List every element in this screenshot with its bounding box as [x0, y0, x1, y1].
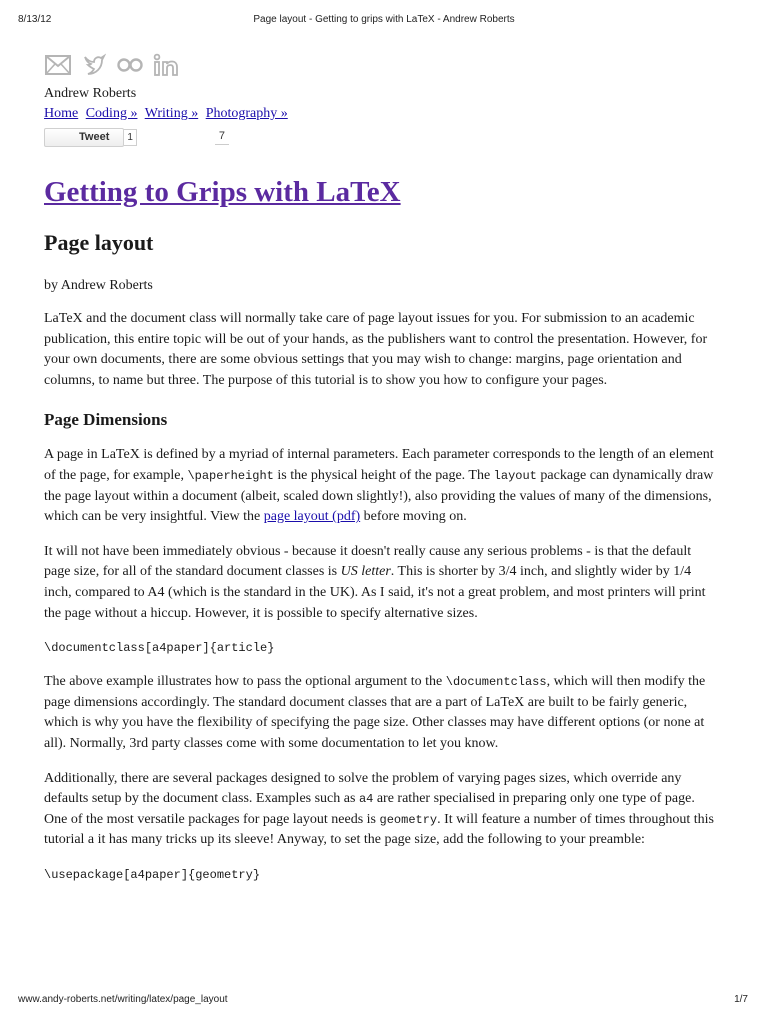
nav-photography-link[interactable]: Photography » [205, 106, 288, 121]
inline-code: \paperheight [187, 468, 274, 483]
page-subtitle: Page layout [44, 230, 154, 255]
paragraph-packages [44, 769, 720, 851]
text-run: The above example illustrates how to pass the optional argument to the [44, 674, 446, 690]
print-footer [0, 994, 768, 1010]
nav-writing-link[interactable]: Writing » [144, 106, 199, 121]
breadcrumb-nav [44, 105, 720, 123]
code-example-documentclass: \documentclass[a4paper]{article} [44, 641, 275, 656]
print-page-number: 1/7 [734, 994, 748, 1005]
page-layout-pdf-link[interactable]: page layout (pdf) [263, 509, 361, 525]
like-count: 7 [215, 130, 229, 145]
site-author: Andrew Roberts [44, 86, 137, 101]
nav-coding-link[interactable]: Coding » [85, 106, 138, 121]
code-example-geometry: \usepackage[a4paper]{geometry} [44, 867, 261, 882]
page-content [44, 48, 720, 885]
inline-code: \documentclass [445, 675, 547, 690]
nav-home-link[interactable]: Home [44, 106, 79, 121]
print-url: www.andy-roberts.net/writing/latex/page_layout [18, 994, 228, 1005]
emphasis: US letter [340, 564, 391, 580]
paragraph-documentclass [44, 672, 720, 754]
byline: by Andrew Roberts [44, 278, 153, 293]
text-run: , which will then modify the page dimensions accordingly. The standard document classes that are a part of LaTeX are built to be fairly generic, which is why you have the flexibility of specifying the page size. Other classes may have different options (or none at all). Normally, 3rd party classes come with some documentation to let you know. [44, 674, 706, 751]
twitter-icon[interactable] [80, 51, 108, 79]
text-run: before moving on. [360, 509, 467, 525]
print-page-title: Page layout - Getting to grips with LaTeX - Andrew Roberts [253, 14, 515, 25]
inline-code: geometry [379, 812, 438, 827]
paragraph-dimensions [44, 445, 720, 527]
text-run: is the physical height of the page. The [273, 467, 494, 483]
article-title-link[interactable]: Getting to Grips with LaTeX [44, 176, 401, 208]
paragraph-us-letter [44, 542, 720, 624]
inline-code: a4 [358, 792, 374, 807]
social-links [44, 48, 720, 82]
article-title [44, 175, 720, 209]
text-run: package can dynamically draw the page layout within a document (albeit, scaled down slightly!), also providing the values of many of the dimensions, which can be very insightful. View the [44, 467, 714, 525]
linkedin-icon[interactable] [152, 51, 180, 79]
print-header [0, 14, 768, 30]
tweet-count: 1 [124, 129, 137, 146]
print-date: 8/13/12 [18, 14, 52, 25]
email-icon[interactable] [44, 51, 72, 79]
intro-paragraph: LaTeX and the document class will normally take care of page layout issues for you. For submission to an academic publication, this entire topic will be out of your hands, as the publishers want to control the presentation. However, for your own documents, there are some obvious settings that you may wish to change: margins, page orientation and columns, to name but three. The purpose of this tutorial is to show you how to configure your pages. [44, 311, 708, 388]
text-run: Additionally, there are several packages designed to solve the problem of varying pages sizes, which override any defaults setup by the document class. Examples such as [44, 770, 682, 807]
text-run: . This is shorter by 3/4 inch, and slightly wider by 1/4 inch, compared to A4 (which is the standard in the UK). As I said, it's not a great problem, and most printers will print the page without a hiccup. However, it is possible to specify alternative sizes. [44, 564, 706, 621]
share-bar [44, 127, 720, 147]
flickr-icon[interactable] [116, 51, 144, 79]
inline-code: layout [493, 468, 537, 483]
text-run: are rather specialised in preparing only one type of page. One of the most versatile packages for page layout needs is [44, 791, 695, 827]
tweet-button[interactable]: Tweet [44, 128, 124, 147]
text-run: It will not have been immediately obvious - because it doesn't really cause any serious problems - is that the default page size, for all of the standard document classes is [44, 543, 692, 580]
text-run: . It will feature a number of times throughout this tutorial a it has many tricks up its sleeve! Anyway, to set the page size, add the following to your preamble: [44, 811, 714, 848]
section-heading: Page Dimensions [44, 410, 168, 430]
text-run: A page in LaTeX is defined by a myriad of internal parameters. Each parameter corresponds to the length of an element of the page, for example, [44, 447, 714, 483]
